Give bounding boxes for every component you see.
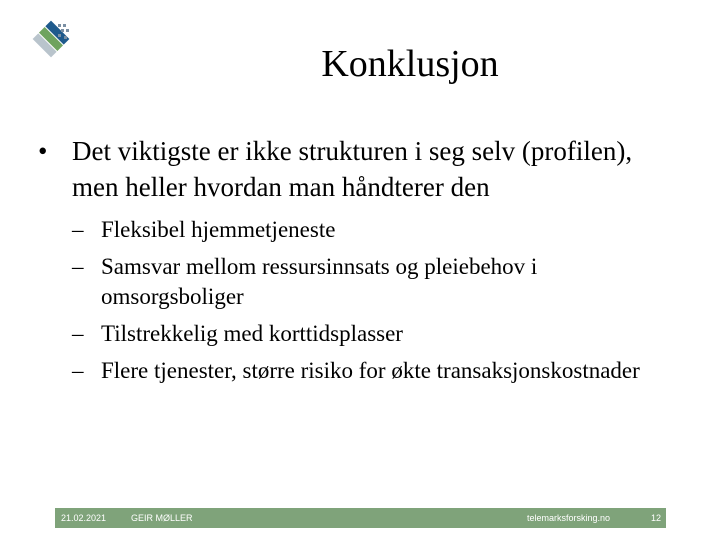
dash-mark: – xyxy=(72,358,84,383)
sub-bullet-item xyxy=(72,215,678,245)
dash-mark: – xyxy=(72,254,84,279)
sub-bullet-item xyxy=(72,356,678,386)
sub-bullet-text: Fleksibel hjemmetjeneste xyxy=(101,217,336,242)
bullet-mark: • xyxy=(38,136,48,166)
bullet-text: Det viktigste er ikke strukturen i seg selv (profilen), men heller hvordan man håndterer den xyxy=(72,136,633,202)
dash-mark: – xyxy=(72,321,84,346)
dash-mark: – xyxy=(72,217,84,242)
sub-bullet-item xyxy=(72,252,678,312)
slide-footer xyxy=(55,508,666,528)
footer-author: GEIR MØLLER xyxy=(131,513,193,523)
sub-bullet-item xyxy=(72,319,678,349)
bullet-item xyxy=(38,133,678,205)
slide-title: Konklusjon xyxy=(321,43,499,85)
sub-bullet-text: Samsvar mellom ressursinnsats og pleiebehov i omsorgsboliger xyxy=(101,254,538,309)
footer-date: 21.02.2021 xyxy=(61,513,107,523)
sub-bullet-text: Flere tjenester, større risiko for økte transaksjonskostnader xyxy=(101,358,640,383)
sub-bullet-text: Tilstrekkelig med korttidsplasser xyxy=(101,321,403,346)
footer-website: telemarksforsking.no xyxy=(527,513,611,523)
sub-bullet-list xyxy=(72,215,678,386)
footer-page-number: 12 xyxy=(651,513,662,523)
slide-body xyxy=(38,133,678,393)
